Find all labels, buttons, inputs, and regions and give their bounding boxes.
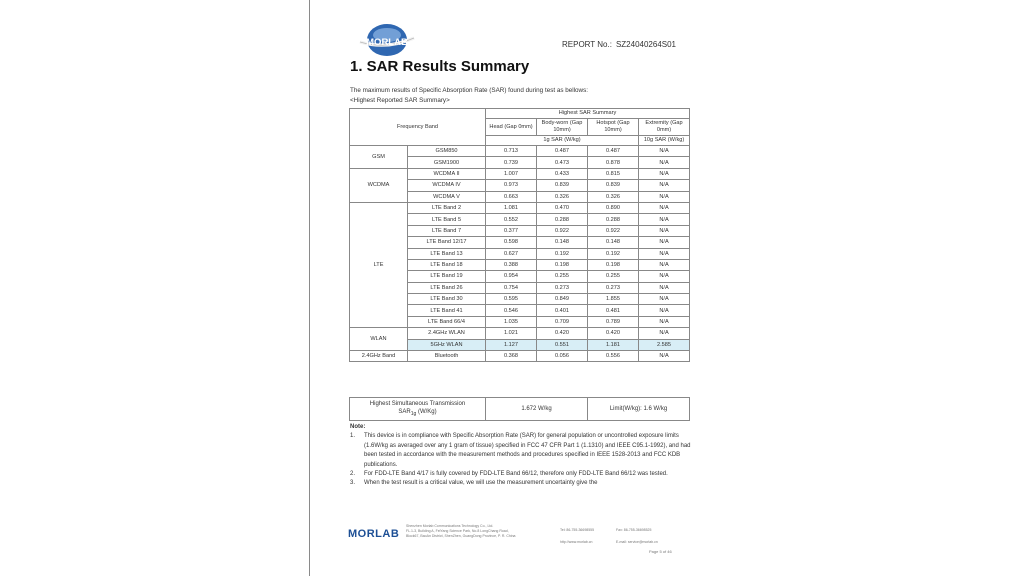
- intro-line-2: <Highest Reported SAR Summary>: [350, 97, 450, 104]
- band-cell: Bluetooth: [408, 351, 486, 362]
- table-row: [350, 328, 690, 339]
- body-worn-sar-cell: 0.255: [537, 271, 588, 282]
- hotspot-sar-cell: 0.922: [588, 225, 639, 236]
- notes-section: [350, 423, 695, 489]
- section-title: 1. SAR Results Summary: [350, 58, 530, 75]
- hotspot-sar-cell: 0.481: [588, 305, 639, 316]
- extremity-sar-cell: N/A: [639, 282, 690, 293]
- head-sar-cell: 0.377: [486, 225, 537, 236]
- report-number-label: REPORT No.:: [562, 40, 612, 49]
- extremity-sar-cell: N/A: [639, 271, 690, 282]
- head-sar-cell: 0.368: [486, 351, 537, 362]
- band-cell: 5GHz WLAN: [408, 339, 486, 350]
- band-cell: LTE Band 66/4: [408, 316, 486, 327]
- hotspot-sar-cell: 0.839: [588, 180, 639, 191]
- frequency-band-header: Frequency Band: [350, 109, 486, 146]
- body-worn-sar-cell: 0.401: [537, 305, 588, 316]
- extremity-sar-cell: N/A: [639, 248, 690, 259]
- extremity-sar-cell: N/A: [639, 237, 690, 248]
- unit-1g-header: 1g SAR (W/kg): [486, 136, 639, 146]
- body-worn-sar-cell: 0.709: [537, 316, 588, 327]
- hotspot-sar-cell: 0.815: [588, 168, 639, 179]
- head-sar-cell: 0.954: [486, 271, 537, 282]
- extremity-sar-cell: N/A: [639, 202, 690, 213]
- band-cell: LTE Band 2: [408, 202, 486, 213]
- head-sar-cell: 1.081: [486, 202, 537, 213]
- band-cell: LTE Band 41: [408, 305, 486, 316]
- hotspot-sar-cell: 0.487: [588, 146, 639, 157]
- head-sar-cell: 1.035: [486, 316, 537, 327]
- hotspot-sar-cell: 0.198: [588, 259, 639, 270]
- footer-address: Shenzhen Morlab Communications Technology Co., Ltd. FL.1-3, Building A, FeiYang Science Park, No.8 LongChang Road, Block67, BaoAn District, ShenZhen, GuangDong Province, P. R. China: [406, 524, 516, 538]
- band-cell: LTE Band 5: [408, 214, 486, 225]
- body-worn-sar-cell: 0.198: [537, 259, 588, 270]
- body-worn-sar-cell: 0.849: [537, 294, 588, 305]
- group-name-cell: GSM: [350, 146, 408, 169]
- extremity-sar-cell: N/A: [639, 316, 690, 327]
- hotspot-sar-cell: 0.326: [588, 191, 639, 202]
- head-sar-cell: 0.552: [486, 214, 537, 225]
- band-cell: LTE Band 13: [408, 248, 486, 259]
- body-worn-header: Body-worn (Gap 10mm): [537, 119, 588, 136]
- hotspot-sar-cell: 1.855: [588, 294, 639, 305]
- head-sar-cell: 0.595: [486, 294, 537, 305]
- report-page: [310, 0, 714, 576]
- extremity-header: Extremity (Gap 0mm): [639, 119, 690, 136]
- note-text: For FDD-LTE Band 4/17 is fully covered by FDD-LTE Band 66/12, therefore only FDD-LTE Band 66/12 was tested.: [364, 471, 668, 478]
- extremity-sar-cell: N/A: [639, 180, 690, 191]
- table-row: [350, 202, 690, 213]
- hotspot-sar-cell: 0.255: [588, 271, 639, 282]
- note-text: This device is in compliance with Specific Absorption Rate (SAR) for general population or uncontrolled exposure limits (1.6W/kg as averaged over any 1 gram of tissue) specified in FCC 47 CFR Part 1 (1.1310) and IEEE C95.1-1992), and had been tested in accordance with the measurement methods and procedures specified in IEEE 1528-2013 and FCC KDB publications.: [364, 433, 691, 468]
- hotspot-sar-cell: 0.878: [588, 157, 639, 168]
- simultaneous-limit: Limit(W/kg): 1.6 W/kg: [588, 398, 690, 421]
- hotspot-sar-cell: 0.273: [588, 282, 639, 293]
- body-worn-sar-cell: 0.551: [537, 339, 588, 350]
- head-sar-cell: 0.598: [486, 237, 537, 248]
- head-sar-cell: 0.973: [486, 180, 537, 191]
- head-sar-cell: 0.388: [486, 259, 537, 270]
- body-worn-sar-cell: 0.420: [537, 328, 588, 339]
- logo-text: MORLAB: [366, 37, 408, 48]
- page-number: Page 5 of 46: [649, 549, 672, 554]
- extremity-sar-cell: N/A: [639, 294, 690, 305]
- body-worn-sar-cell: 0.473: [537, 157, 588, 168]
- head-sar-cell: 0.754: [486, 282, 537, 293]
- extremity-sar-cell: 2.585: [639, 339, 690, 350]
- body-worn-sar-cell: 0.839: [537, 180, 588, 191]
- hotspot-sar-cell: 0.556: [588, 351, 639, 362]
- head-sar-cell: 0.713: [486, 146, 537, 157]
- band-cell: LTE Band 30: [408, 294, 486, 305]
- hotspot-sar-cell: 0.420: [588, 328, 639, 339]
- extremity-sar-cell: N/A: [639, 351, 690, 362]
- note-text: When the test result is a critical value, we will use the measurement uncertainty give the: [364, 480, 598, 487]
- extremity-sar-cell: N/A: [639, 214, 690, 225]
- hotspot-sar-cell: 0.890: [588, 202, 639, 213]
- body-worn-sar-cell: 0.433: [537, 168, 588, 179]
- body-worn-sar-cell: 0.148: [537, 237, 588, 248]
- extremity-sar-cell: N/A: [639, 168, 690, 179]
- footer-contact-2: Fax: 86-755-36698525 E-mail: service@morlab.cn: [616, 528, 658, 544]
- report-number: SZ24040264S01: [615, 40, 677, 49]
- highest-sar-header: Highest SAR Summary: [486, 109, 690, 119]
- extremity-sar-cell: N/A: [639, 328, 690, 339]
- extremity-sar-cell: N/A: [639, 259, 690, 270]
- head-sar-cell: 1.021: [486, 328, 537, 339]
- body-worn-sar-cell: 0.273: [537, 282, 588, 293]
- body-worn-sar-cell: 0.056: [537, 351, 588, 362]
- group-name-cell: 2.4GHz Band: [350, 351, 408, 362]
- intro-line-1: The maximum results of Specific Absorption Rate (SAR) found during test as bellows:: [350, 87, 588, 94]
- head-sar-cell: 0.739: [486, 157, 537, 168]
- body-worn-sar-cell: 0.487: [537, 146, 588, 157]
- group-name-cell: LTE: [350, 202, 408, 327]
- simultaneous-value: 1.672 W/kg: [486, 398, 588, 421]
- head-sar-cell: 0.627: [486, 248, 537, 259]
- head-sar-cell: 0.546: [486, 305, 537, 316]
- body-worn-sar-cell: 0.922: [537, 225, 588, 236]
- hotspot-sar-cell: 0.789: [588, 316, 639, 327]
- extremity-sar-cell: N/A: [639, 146, 690, 157]
- band-cell: WCDMA II: [408, 168, 486, 179]
- band-cell: WCDMA V: [408, 191, 486, 202]
- hotspot-sar-cell: 1.181: [588, 339, 639, 350]
- intro-text: [350, 86, 588, 106]
- group-name-cell: WCDMA: [350, 168, 408, 202]
- note-item: [350, 432, 695, 470]
- table-row: [350, 351, 690, 362]
- note-number: 3.: [350, 480, 356, 487]
- band-cell: WCDMA IV: [408, 180, 486, 191]
- extremity-sar-cell: N/A: [639, 191, 690, 202]
- body-worn-sar-cell: 0.470: [537, 202, 588, 213]
- notes-title: Note:: [350, 424, 366, 430]
- band-cell: LTE Band 26: [408, 282, 486, 293]
- head-sar-cell: 1.127: [486, 339, 537, 350]
- simultaneous-label: Highest Simultaneous Transmission $SAR_{1g}$ (W/Kg): [350, 398, 486, 421]
- note-number: 2.: [350, 471, 356, 478]
- note-number: 1.: [350, 433, 356, 440]
- extremity-sar-cell: N/A: [639, 225, 690, 236]
- head-sar-cell: 0.663: [486, 191, 537, 202]
- body-worn-sar-cell: 0.326: [537, 191, 588, 202]
- morlab-logo: [358, 23, 416, 57]
- hotspot-sar-cell: 0.148: [588, 237, 639, 248]
- sar-summary-table: [349, 108, 690, 362]
- group-name-cell: WLAN: [350, 328, 408, 351]
- head-sar-cell: 1.007: [486, 168, 537, 179]
- band-cell: GSM850: [408, 146, 486, 157]
- band-cell: LTE Band 7: [408, 225, 486, 236]
- head-header: Head (Gap 0mm): [486, 119, 537, 136]
- body-worn-sar-cell: 0.288: [537, 214, 588, 225]
- band-cell: GSM1900: [408, 157, 486, 168]
- note-item: [350, 470, 695, 479]
- hotspot-sar-cell: 0.192: [588, 248, 639, 259]
- hotspot-sar-cell: 0.288: [588, 214, 639, 225]
- band-cell: 2.4GHz WLAN: [408, 328, 486, 339]
- table-row: [350, 146, 690, 157]
- footer-contact-1: Tel: 86-755-36698555 http://www.morlab.cn: [560, 528, 595, 544]
- report-number-line: [562, 40, 676, 49]
- band-cell: LTE Band 12/17: [408, 237, 486, 248]
- unit-10g-header: 10g SAR (W/kg): [639, 136, 690, 146]
- extremity-sar-cell: N/A: [639, 157, 690, 168]
- hotspot-header: Hotspot (Gap 10mm): [588, 119, 639, 136]
- footer-logo: MORLAB: [348, 528, 400, 540]
- table-row: [350, 168, 690, 179]
- simultaneous-transmission-table: [349, 397, 690, 421]
- band-cell: LTE Band 19: [408, 271, 486, 282]
- extremity-sar-cell: N/A: [639, 305, 690, 316]
- band-cell: LTE Band 18: [408, 259, 486, 270]
- note-item: [350, 479, 695, 488]
- body-worn-sar-cell: 0.192: [537, 248, 588, 259]
